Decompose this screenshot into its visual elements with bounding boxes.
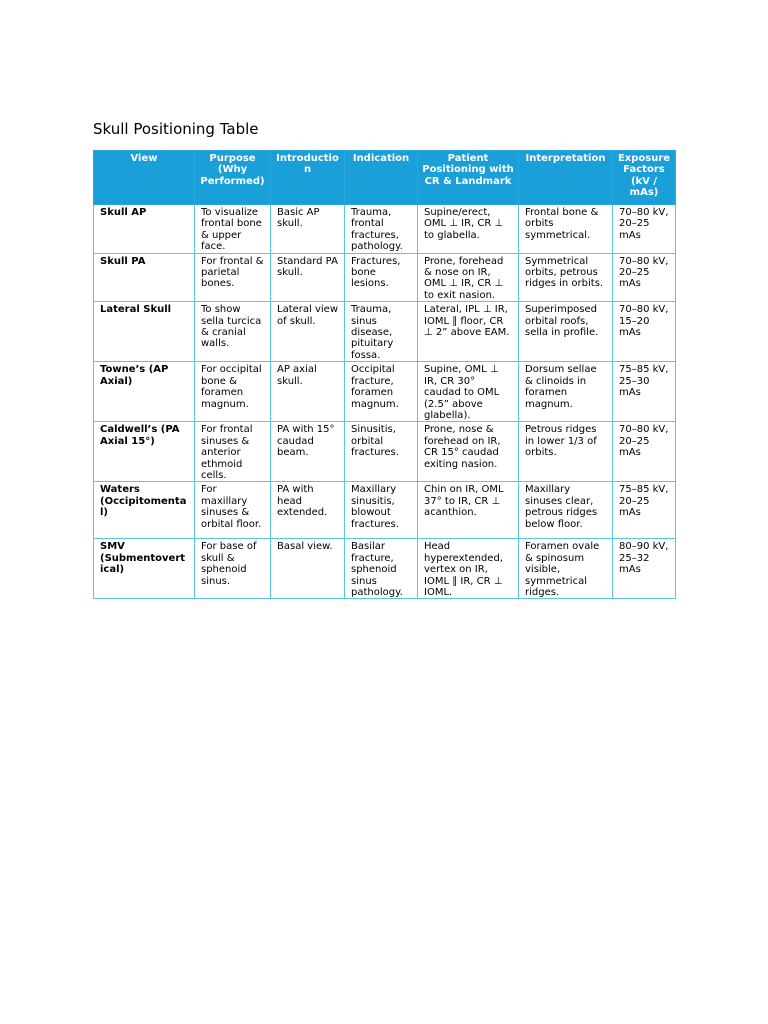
skull-positioning-table	[93, 150, 676, 599]
cell-introduction: PA with head extended.	[271, 482, 345, 539]
table-row	[94, 482, 676, 539]
table-header-row	[94, 151, 676, 205]
cell-introduction: Basic AP skull.	[271, 205, 345, 254]
table-row	[94, 205, 676, 254]
cell-purpose: For frontal sinuses & anterior ethmoid cells.	[195, 422, 271, 482]
cell-positioning: Supine/erect, OML ⊥ IR, CR ⊥ to glabella.	[418, 205, 519, 254]
column-header-exposure-factors: Exposure Factors (kV / mAs)	[613, 151, 676, 205]
cell-introduction: AP axial skull.	[271, 362, 345, 422]
cell-interpretation: Petrous ridges in lower 1/3 of orbits.	[519, 422, 613, 482]
column-header-indication: Indication	[345, 151, 418, 205]
table-row	[94, 253, 676, 302]
cell-positioning: Chin on IR, OML 37° to IR, CR ⊥ acanthion.	[418, 482, 519, 539]
cell-exposure: 80–90 kV, 25–32 mAs	[613, 539, 676, 599]
cell-purpose: For occipital bone & foramen magnum.	[195, 362, 271, 422]
cell-positioning: Supine, OML ⊥ IR, CR 30° caudad to OML (2.5” above glabella).	[418, 362, 519, 422]
cell-interpretation: Superimposed orbital roofs, sella in profile.	[519, 302, 613, 362]
cell-purpose: To show sella turcica & cranial walls.	[195, 302, 271, 362]
cell-interpretation: Symmetrical orbits, petrous ridges in orbits.	[519, 253, 613, 302]
table-row	[94, 539, 676, 599]
cell-purpose: For maxillary sinuses & orbital floor.	[195, 482, 271, 539]
cell-indication: Trauma, frontal fractures, pathology.	[345, 205, 418, 254]
table-row	[94, 302, 676, 362]
cell-exposure: 70–80 kV, 20–25 mAs	[613, 253, 676, 302]
cell-interpretation: Maxillary sinuses clear, petrous ridges below floor.	[519, 482, 613, 539]
cell-view: SMV (Submentovertical)	[94, 539, 195, 599]
cell-purpose: For frontal & parietal bones.	[195, 253, 271, 302]
cell-positioning: Lateral, IPL ⊥ IR, IOML ∥ floor, CR ⊥ 2” above EAM.	[418, 302, 519, 362]
table-row	[94, 362, 676, 422]
cell-purpose: For base of skull & sphenoid sinus.	[195, 539, 271, 599]
cell-positioning: Prone, forehead & nose on IR, OML ⊥ IR, CR ⊥ to exit nasion.	[418, 253, 519, 302]
cell-view: Towne’s (AP Axial)	[94, 362, 195, 422]
column-header-interpretation: Interpretation	[519, 151, 613, 205]
cell-indication: Sinusitis, orbital fractures.	[345, 422, 418, 482]
cell-indication: Basilar fracture, sphenoid sinus pathology.	[345, 539, 418, 599]
cell-introduction: Basal view.	[271, 539, 345, 599]
column-header-introduction: Introduction	[271, 151, 345, 205]
cell-view: Caldwell’s (PA Axial 15°)	[94, 422, 195, 482]
cell-view: Skull PA	[94, 253, 195, 302]
cell-purpose: To visualize frontal bone & upper face.	[195, 205, 271, 254]
cell-indication: Maxillary sinusitis, blowout fractures.	[345, 482, 418, 539]
document-title: Skull Positioning Table	[93, 120, 259, 138]
cell-interpretation: Dorsum sellae & clinoids in foramen magnum.	[519, 362, 613, 422]
cell-indication: Fractures, bone lesions.	[345, 253, 418, 302]
cell-interpretation: Foramen ovale & spinosum visible, symmetrical ridges.	[519, 539, 613, 599]
cell-exposure: 70–80 kV, 20–25 mAs	[613, 205, 676, 254]
cell-introduction: Lateral view of skull.	[271, 302, 345, 362]
column-header-patient-positioning: Patient Positioning with CR & Landmark	[418, 151, 519, 205]
cell-exposure: 70–80 kV, 20–25 mAs	[613, 422, 676, 482]
cell-indication: Occipital fracture, foramen magnum.	[345, 362, 418, 422]
cell-interpretation: Frontal bone & orbits symmetrical.	[519, 205, 613, 254]
cell-view: Skull AP	[94, 205, 195, 254]
column-header-view: View	[94, 151, 195, 205]
cell-view: Waters (Occipitomental)	[94, 482, 195, 539]
cell-introduction: PA with 15° caudad beam.	[271, 422, 345, 482]
cell-exposure: 75–85 kV, 20–25 mAs	[613, 482, 676, 539]
cell-positioning: Head hyperextended, vertex on IR, IOML ∥ IR, CR ⊥ IOML.	[418, 539, 519, 599]
cell-exposure: 70–80 kV, 15–20 mAs	[613, 302, 676, 362]
column-header-purpose: Purpose (Why Performed)	[195, 151, 271, 205]
cell-indication: Trauma, sinus disease, pituitary fossa.	[345, 302, 418, 362]
table-row	[94, 422, 676, 482]
cell-introduction: Standard PA skull.	[271, 253, 345, 302]
cell-exposure: 75–85 kV, 25–30 mAs	[613, 362, 676, 422]
cell-view: Lateral Skull	[94, 302, 195, 362]
cell-positioning: Prone, nose & forehead on IR, CR 15° caudad exiting nasion.	[418, 422, 519, 482]
